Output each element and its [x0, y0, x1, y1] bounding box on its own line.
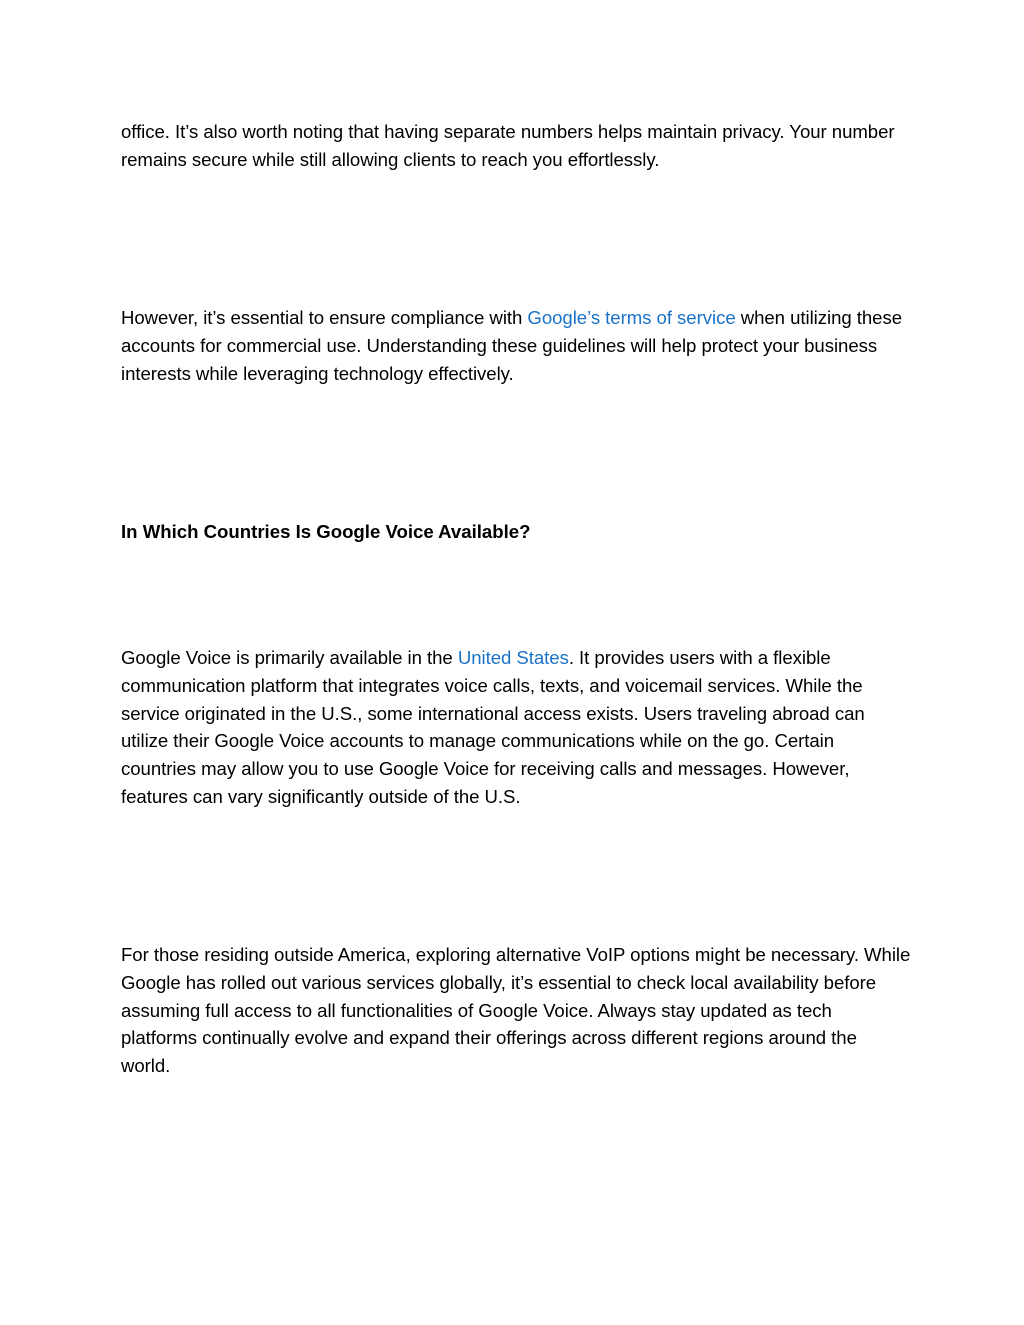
paragraph-alternatives — [121, 941, 911, 1080]
paragraph-text-before-link: Google Voice is primarily available in the — [121, 647, 458, 668]
paragraph-text: For those residing outside America, exploring alternative VoIP options might be necessary. While Google has rolled out various services globally, it’s essential to check local availability before assuming full access to all functionalities of Google Voice. Always stay updated as tech platforms continually evolve and expand their offerings across different regions around the world. — [121, 944, 911, 1077]
paragraph-availability — [121, 644, 911, 811]
paragraph-text: office. It’s also worth noting that having separate numbers helps maintain privacy. Your number remains secure while still allowing clients to reach you effortlessly. — [121, 121, 895, 170]
paragraph-text-before-link: However, it’s essential to ensure compliance with — [121, 307, 528, 328]
section-heading: In Which Countries Is Google Voice Available? — [121, 521, 531, 542]
paragraph-text-after-link: when utilizing these accounts for commercial use. Understanding these guidelines will help protect your business interests while leveraging technology effectively. — [121, 307, 903, 384]
united-states-link[interactable]: United States — [457, 647, 569, 668]
terms-of-service-link[interactable]: Google’s terms of service — [527, 307, 736, 328]
paragraph-terms-compliance — [121, 304, 911, 387]
paragraph-privacy — [121, 118, 911, 174]
paragraph-text-after-link: . It provides users with a flexible communication platform that integrates voice calls, texts, and voicemail services. While the service originated in the U.S., some international access exists. Users traveling abroad can utilize their Google Voice accounts to manage communications while on the go. Certain countries may allow you to use Google Voice for receiving calls and messages. However, features can vary significantly outside of the U.S. — [121, 647, 865, 807]
